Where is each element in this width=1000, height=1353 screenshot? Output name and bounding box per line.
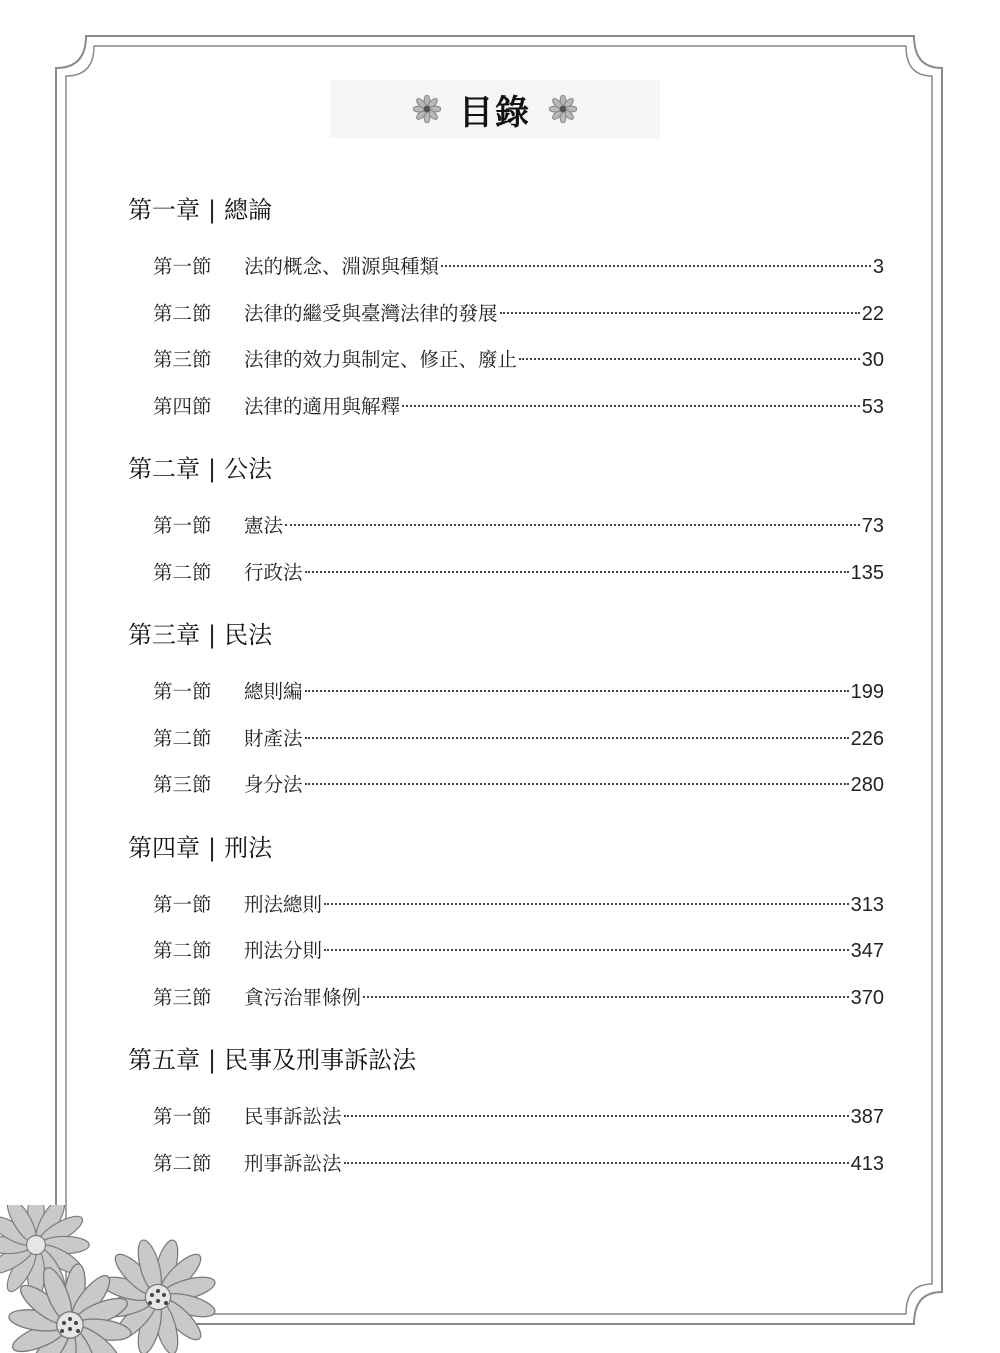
toc-entry[interactable]: [128, 1094, 884, 1141]
section-title: 法律的適用與解釋: [244, 394, 401, 418]
section-number: 第二節: [153, 560, 212, 584]
section-title: 法的概念、淵源與種類: [244, 255, 440, 278]
chapter-name: 公法: [224, 455, 273, 483]
dot-leader: [344, 1115, 849, 1117]
toc-entry[interactable]: [128, 1141, 884, 1188]
chapter-label: 第五章: [128, 1046, 200, 1074]
chapter-separator: |: [208, 1046, 217, 1074]
section-title: 身分法: [244, 773, 303, 796]
section-title: 貪污治罪條例: [244, 985, 362, 1009]
chapter-label: 第四章: [128, 833, 200, 862]
chapter-heading[interactable]: [128, 615, 884, 655]
section-title: 法律的繼受與臺灣法律的發展: [244, 301, 498, 325]
chapter-heading[interactable]: [128, 449, 884, 489]
dot-leader: [344, 1162, 849, 1164]
chapter-5: [128, 1040, 884, 1187]
title-banner: [330, 80, 660, 138]
page-number: 347: [850, 940, 884, 962]
chapter-label: 第三章: [128, 621, 200, 649]
section-number: 第三節: [153, 348, 212, 371]
table-of-contents: [128, 190, 884, 1206]
section-title: 財產法: [244, 726, 303, 750]
section-number: 第一節: [153, 514, 212, 537]
chapter-heading[interactable]: [128, 828, 884, 868]
dot-leader: [285, 524, 860, 526]
chapter-label: 第二章: [128, 455, 200, 483]
chapter-1: [128, 190, 884, 430]
page-number: 413: [850, 1152, 884, 1175]
dot-leader: [519, 358, 860, 360]
section-number: 第二節: [153, 301, 212, 325]
chapter-4: [128, 828, 884, 1022]
dot-leader: [324, 949, 849, 951]
section-title: 總則編: [244, 680, 303, 703]
section-number: 第一節: [153, 255, 212, 278]
toc-entry[interactable]: [128, 291, 884, 338]
toc-entry[interactable]: [128, 503, 884, 550]
section-title: 民事訴訟法: [244, 1105, 342, 1128]
chapter-2: [128, 449, 884, 596]
page-number: 370: [850, 986, 884, 1009]
chapter-separator: |: [208, 833, 217, 862]
dot-leader: [305, 571, 849, 573]
dot-leader: [324, 903, 849, 905]
toc-entry[interactable]: [128, 337, 884, 384]
dot-leader: [305, 737, 849, 739]
section-number: 第一節: [153, 892, 212, 916]
chapter-heading[interactable]: [128, 190, 884, 230]
chapter-3: [128, 615, 884, 809]
chapter-name: 民法: [224, 621, 273, 649]
section-number: 第三節: [153, 985, 212, 1009]
page-number: 313: [850, 893, 884, 916]
page-number: 280: [850, 774, 884, 796]
dot-leader: [363, 996, 849, 998]
page-number: 135: [850, 561, 884, 584]
page-number: 199: [850, 681, 884, 703]
section-number: 第四節: [153, 394, 212, 418]
section-number: 第二節: [153, 1151, 212, 1175]
chapter-separator: |: [208, 196, 217, 224]
chapter-separator: |: [208, 621, 217, 649]
section-title: 行政法: [244, 560, 303, 584]
page-number: 73: [861, 515, 884, 537]
chapter-name: 刑法: [224, 833, 273, 862]
section-number: 第一節: [153, 680, 212, 703]
section-title: 刑事訴訟法: [244, 1151, 342, 1175]
section-number: 第二節: [153, 726, 212, 750]
section-title: 刑法分則: [244, 939, 323, 962]
chapter-heading[interactable]: [128, 1040, 884, 1080]
toc-entry[interactable]: [128, 882, 884, 929]
page-number: 3: [872, 256, 884, 278]
section-number: 第二節: [153, 939, 212, 962]
toc-entry[interactable]: [128, 975, 884, 1022]
section-number: 第三節: [153, 773, 212, 796]
chapter-name: 民事及刑事訴訟法: [224, 1046, 417, 1074]
page-number: 387: [850, 1106, 884, 1128]
toc-entry[interactable]: [128, 244, 884, 291]
section-title: 法律的效力與制定、修正、廢止: [244, 348, 518, 371]
page-number: 53: [861, 395, 884, 418]
chapter-separator: |: [208, 455, 217, 483]
section-title: 刑法總則: [244, 892, 323, 916]
toc-entry[interactable]: [128, 716, 884, 763]
toc-entry[interactable]: [128, 384, 884, 431]
dot-leader: [305, 783, 849, 785]
dot-leader: [305, 690, 849, 692]
section-title: 憲法: [244, 514, 284, 537]
toc-entry[interactable]: [128, 550, 884, 597]
page-number: 226: [850, 727, 884, 750]
page-title: 目錄: [459, 92, 531, 133]
page-number: 30: [861, 349, 884, 371]
daisy-icon: [549, 95, 577, 123]
dot-leader: [441, 265, 871, 267]
section-number: 第一節: [153, 1105, 212, 1128]
toc-entry[interactable]: [128, 762, 884, 809]
dot-leader: [402, 405, 860, 407]
chapter-name: 總論: [224, 196, 273, 224]
dot-leader: [500, 312, 860, 314]
chapter-label: 第一章: [128, 196, 200, 224]
daisy-flower-cluster: [0, 1205, 260, 1353]
daisy-icon: [413, 95, 441, 123]
page-number: 22: [861, 302, 884, 325]
toc-entry[interactable]: [128, 669, 884, 716]
toc-entry[interactable]: [128, 928, 884, 975]
